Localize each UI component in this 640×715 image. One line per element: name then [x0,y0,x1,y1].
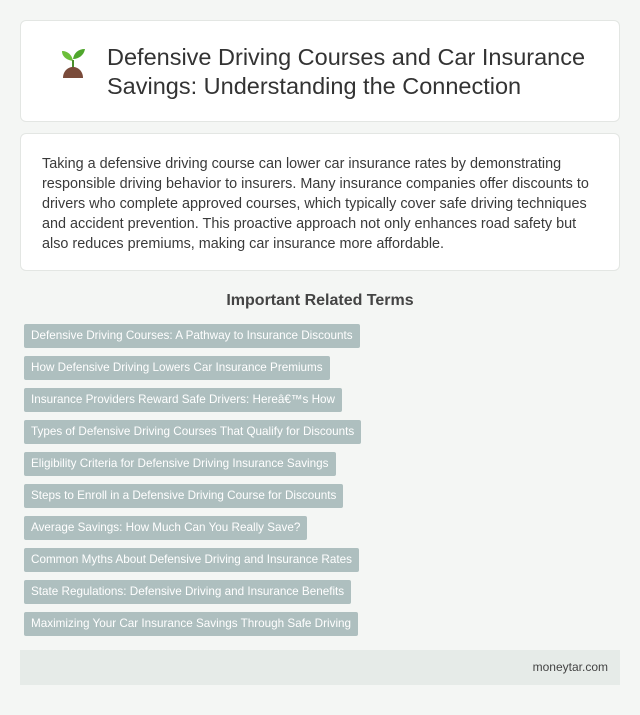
related-term-tag[interactable]: Eligibility Criteria for Defensive Driving Insurance Savings [24,452,336,476]
description-card [20,133,620,271]
related-term-tag[interactable]: How Defensive Driving Lowers Car Insurance Premiums [24,356,330,380]
related-term-tag[interactable]: Maximizing Your Car Insurance Savings Through Safe Driving [24,612,358,636]
related-term-tag[interactable]: State Regulations: Defensive Driving and Insurance Benefits [24,580,351,604]
related-term-tag[interactable]: Common Myths About Defensive Driving and Insurance Rates [24,548,359,572]
related-terms-heading: Important Related Terms [226,292,414,309]
related-term-tag[interactable]: Steps to Enroll in a Defensive Driving Course for Discounts [24,484,343,508]
title-card [20,20,620,122]
related-term-tag[interactable]: Average Savings: How Much Can You Really Save? [24,516,307,540]
related-term-tag[interactable]: Insurance Providers Reward Safe Drivers: Hereâ€™s How [24,388,342,412]
description-text: Taking a defensive driving course can lower car insurance rates by demonstrating responsible driving behavior to insurers. Many insurance companies offer discounts to drivers who complete approved courses, which typically cover safe driving techniques and accident prevention. This proactive approach not only enhances road safety but also reduces premiums, making car insurance more affordable. [42,156,589,252]
related-terms-list [24,324,604,644]
sprout-icon [59,45,87,79]
related-term-tag[interactable]: Defensive Driving Courses: A Pathway to Insurance Discounts [24,324,360,348]
page-title: Defensive Driving Courses and Car Insurance Savings: Understanding the Connection [107,44,586,99]
title-row [59,43,589,101]
related-term-tag[interactable]: Types of Defensive Driving Courses That Qualify for Discounts [24,420,361,444]
footer-site-name: moneytar.com [532,660,608,674]
footer [20,650,620,685]
